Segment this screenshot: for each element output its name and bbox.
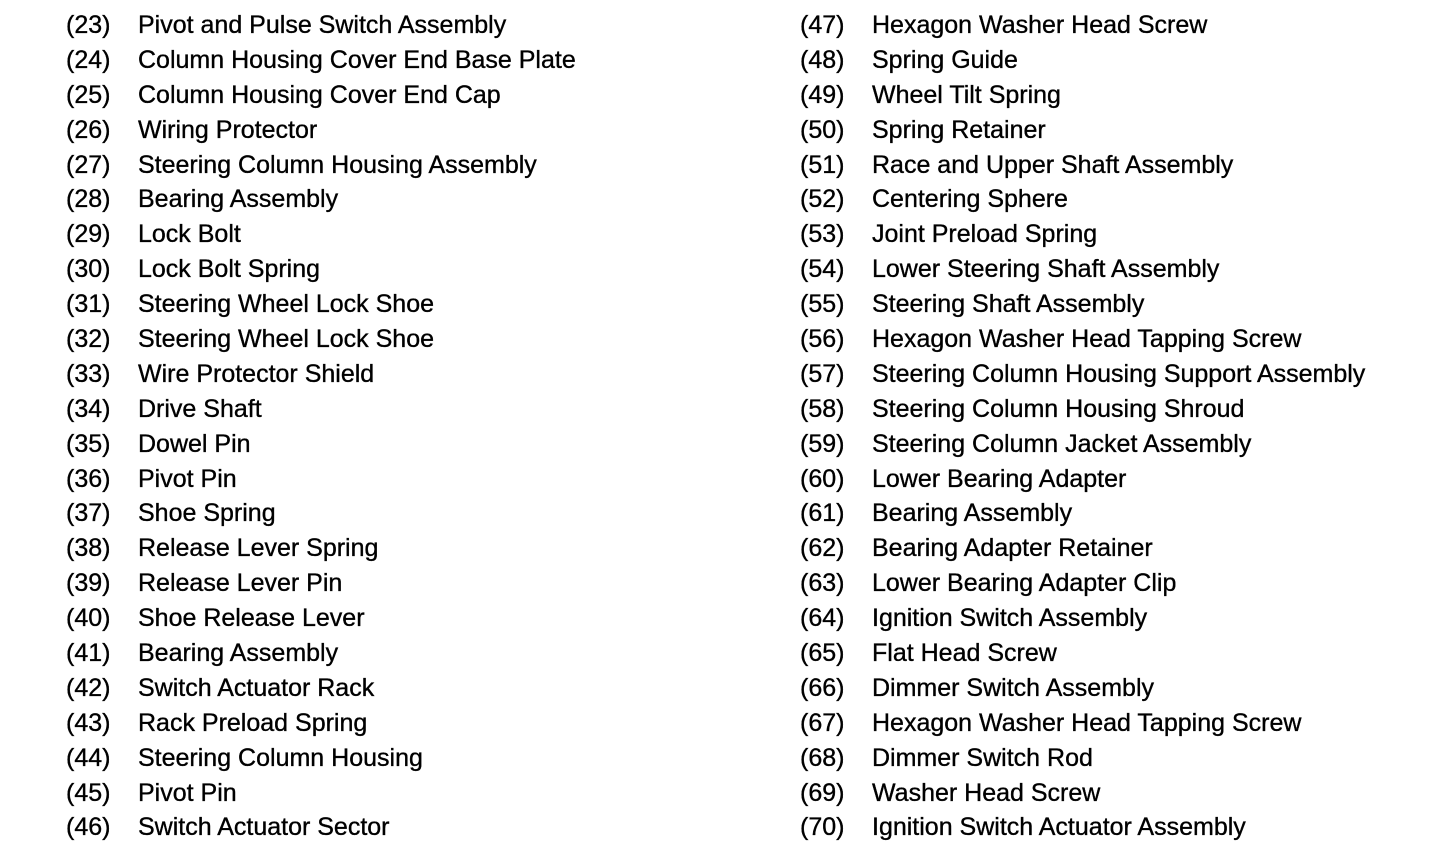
- item-number: (57): [800, 359, 845, 388]
- item-label: Washer Head Screw: [872, 778, 1101, 807]
- parts-list-left: [66, 8, 706, 845]
- list-item: [66, 566, 706, 601]
- item-label: Race and Upper Shaft Assembly: [872, 150, 1234, 179]
- item-label: Column Housing Cover End Cap: [138, 80, 501, 109]
- item-number: (23): [66, 11, 111, 39]
- list-item: [66, 78, 706, 113]
- list-item: [800, 78, 1450, 113]
- item-number: (47): [800, 11, 845, 39]
- item-label: Wire Protector Shield: [138, 359, 375, 388]
- item-number: (30): [66, 255, 111, 284]
- item-label: Joint Preload Spring: [872, 220, 1098, 249]
- item-number: (26): [66, 115, 111, 144]
- list-item: [66, 357, 706, 392]
- item-number: (31): [66, 290, 111, 319]
- list-item: [66, 217, 706, 252]
- list-item: [800, 636, 1450, 671]
- item-number: (59): [800, 429, 845, 458]
- item-number: (45): [66, 778, 111, 807]
- item-number: (66): [800, 673, 845, 702]
- list-item: [800, 252, 1450, 287]
- list-item: [66, 706, 706, 741]
- item-number: (28): [66, 185, 111, 214]
- item-number: (24): [66, 45, 111, 74]
- item-number: (51): [800, 150, 845, 179]
- item-number: (41): [66, 639, 111, 668]
- item-number: (42): [66, 673, 111, 702]
- item-number: (34): [66, 394, 111, 423]
- item-label: Dowel Pin: [138, 429, 251, 458]
- item-label: Dimmer Switch Rod: [872, 743, 1093, 772]
- item-number: (58): [800, 394, 845, 423]
- list-item: [66, 392, 706, 427]
- item-label: Steering Column Housing Assembly: [138, 150, 537, 179]
- item-number: (43): [66, 708, 111, 737]
- list-item: [66, 496, 706, 531]
- list-item: [66, 810, 706, 845]
- item-number: (55): [800, 290, 845, 319]
- item-label: Ignition Switch Assembly: [872, 604, 1148, 633]
- list-item: [66, 113, 706, 148]
- item-label: Spring Retainer: [872, 115, 1046, 144]
- list-item: [800, 182, 1450, 217]
- item-label: Switch Actuator Rack: [138, 673, 375, 702]
- item-number: (54): [800, 255, 845, 284]
- item-label: Wheel Tilt Spring: [872, 80, 1061, 109]
- item-number: (27): [66, 150, 111, 179]
- item-number: (68): [800, 743, 845, 772]
- list-item: [800, 287, 1450, 322]
- list-item: [66, 741, 706, 776]
- item-number: (70): [800, 813, 845, 842]
- list-item: [800, 706, 1450, 741]
- item-label: Steering Column Jacket Assembly: [872, 429, 1252, 458]
- list-item: [800, 741, 1450, 776]
- list-item: [66, 8, 706, 43]
- list-item: [66, 636, 706, 671]
- list-item: [800, 322, 1450, 357]
- item-label: Lower Steering Shaft Assembly: [872, 255, 1220, 284]
- item-label: Bearing Assembly: [138, 185, 339, 214]
- item-number: (53): [800, 220, 845, 249]
- item-number: (44): [66, 743, 111, 772]
- item-number: (56): [800, 325, 845, 354]
- item-number: (60): [800, 464, 845, 493]
- item-label: Steering Shaft Assembly: [872, 290, 1145, 319]
- list-item: [800, 462, 1450, 497]
- item-label: Lower Bearing Adapter Clip: [872, 569, 1177, 598]
- item-number: (40): [66, 604, 111, 633]
- list-item: [66, 462, 706, 497]
- item-label: Steering Column Housing: [138, 743, 423, 772]
- list-item: [66, 252, 706, 287]
- list-item: [800, 531, 1450, 566]
- item-label: Rack Preload Spring: [138, 708, 368, 737]
- list-item: [800, 217, 1450, 252]
- item-number: (52): [800, 185, 845, 214]
- item-label: Centering Sphere: [872, 185, 1068, 214]
- list-item: [800, 776, 1450, 811]
- list-item: [66, 427, 706, 462]
- list-item: [66, 182, 706, 217]
- item-number: (64): [800, 604, 845, 633]
- item-label: Steering Column Housing Support Assembly: [872, 359, 1366, 388]
- item-label: Shoe Release Lever: [138, 604, 365, 633]
- item-number: (50): [800, 115, 845, 144]
- item-label: Drive Shaft: [138, 394, 262, 423]
- item-label: Release Lever Pin: [138, 569, 343, 598]
- parts-list-right: [800, 8, 1450, 845]
- item-label: Release Lever Spring: [138, 534, 379, 563]
- item-number: (37): [66, 499, 111, 528]
- item-number: (63): [800, 569, 845, 598]
- item-number: (25): [66, 80, 111, 109]
- item-label: Lock Bolt: [138, 220, 241, 249]
- list-item: [800, 43, 1450, 78]
- item-number: (32): [66, 325, 111, 354]
- list-item: [800, 148, 1450, 183]
- item-label: Bearing Assembly: [872, 499, 1073, 528]
- item-number: (35): [66, 429, 111, 458]
- list-item: [800, 357, 1450, 392]
- list-item: [66, 601, 706, 636]
- list-item: [800, 8, 1450, 43]
- item-number: (38): [66, 534, 111, 563]
- item-label: Hexagon Washer Head Tapping Screw: [872, 325, 1302, 354]
- item-label: Flat Head Screw: [872, 639, 1057, 668]
- item-label: Column Housing Cover End Base Plate: [138, 45, 576, 74]
- list-item: [800, 113, 1450, 148]
- list-item: [66, 776, 706, 811]
- item-label: Bearing Assembly: [138, 639, 339, 668]
- item-label: Lower Bearing Adapter: [872, 464, 1127, 493]
- item-label: Shoe Spring: [138, 499, 276, 528]
- item-number: (61): [800, 499, 845, 528]
- list-item: [800, 496, 1450, 531]
- list-item: [66, 148, 706, 183]
- list-item: [800, 810, 1450, 845]
- item-number: (67): [800, 708, 845, 737]
- item-label: Lock Bolt Spring: [138, 255, 321, 284]
- list-item: [800, 671, 1450, 706]
- item-number: (65): [800, 639, 845, 668]
- item-number: (39): [66, 569, 111, 598]
- item-label: Wiring Protector: [138, 115, 318, 144]
- item-label: Switch Actuator Sector: [138, 813, 390, 842]
- item-number: (46): [66, 813, 111, 842]
- item-label: Steering Column Housing Shroud: [872, 394, 1245, 423]
- list-item: [66, 671, 706, 706]
- item-number: (48): [800, 45, 845, 74]
- item-label: Hexagon Washer Head Screw: [872, 11, 1208, 39]
- item-number: (36): [66, 464, 111, 493]
- item-number: (49): [800, 80, 845, 109]
- list-item: [800, 601, 1450, 636]
- list-item: [66, 322, 706, 357]
- item-label: Ignition Switch Actuator Assembly: [872, 813, 1246, 842]
- item-number: (29): [66, 220, 111, 249]
- item-label: Pivot and Pulse Switch Assembly: [138, 11, 507, 39]
- item-number: (62): [800, 534, 845, 563]
- list-item: [66, 287, 706, 322]
- list-item: [800, 566, 1450, 601]
- item-number: (69): [800, 778, 845, 807]
- item-label: Steering Wheel Lock Shoe: [138, 325, 435, 354]
- list-item: [800, 392, 1450, 427]
- item-number: (33): [66, 359, 111, 388]
- list-item: [800, 427, 1450, 462]
- item-label: Pivot Pin: [138, 464, 237, 493]
- item-label: Steering Wheel Lock Shoe: [138, 290, 435, 319]
- item-label: Bearing Adapter Retainer: [872, 534, 1153, 563]
- item-label: Spring Guide: [872, 45, 1018, 74]
- item-label: Hexagon Washer Head Tapping Screw: [872, 708, 1302, 737]
- item-label: Dimmer Switch Assembly: [872, 673, 1154, 702]
- list-item: [66, 43, 706, 78]
- list-item: [66, 531, 706, 566]
- item-label: Pivot Pin: [138, 778, 237, 807]
